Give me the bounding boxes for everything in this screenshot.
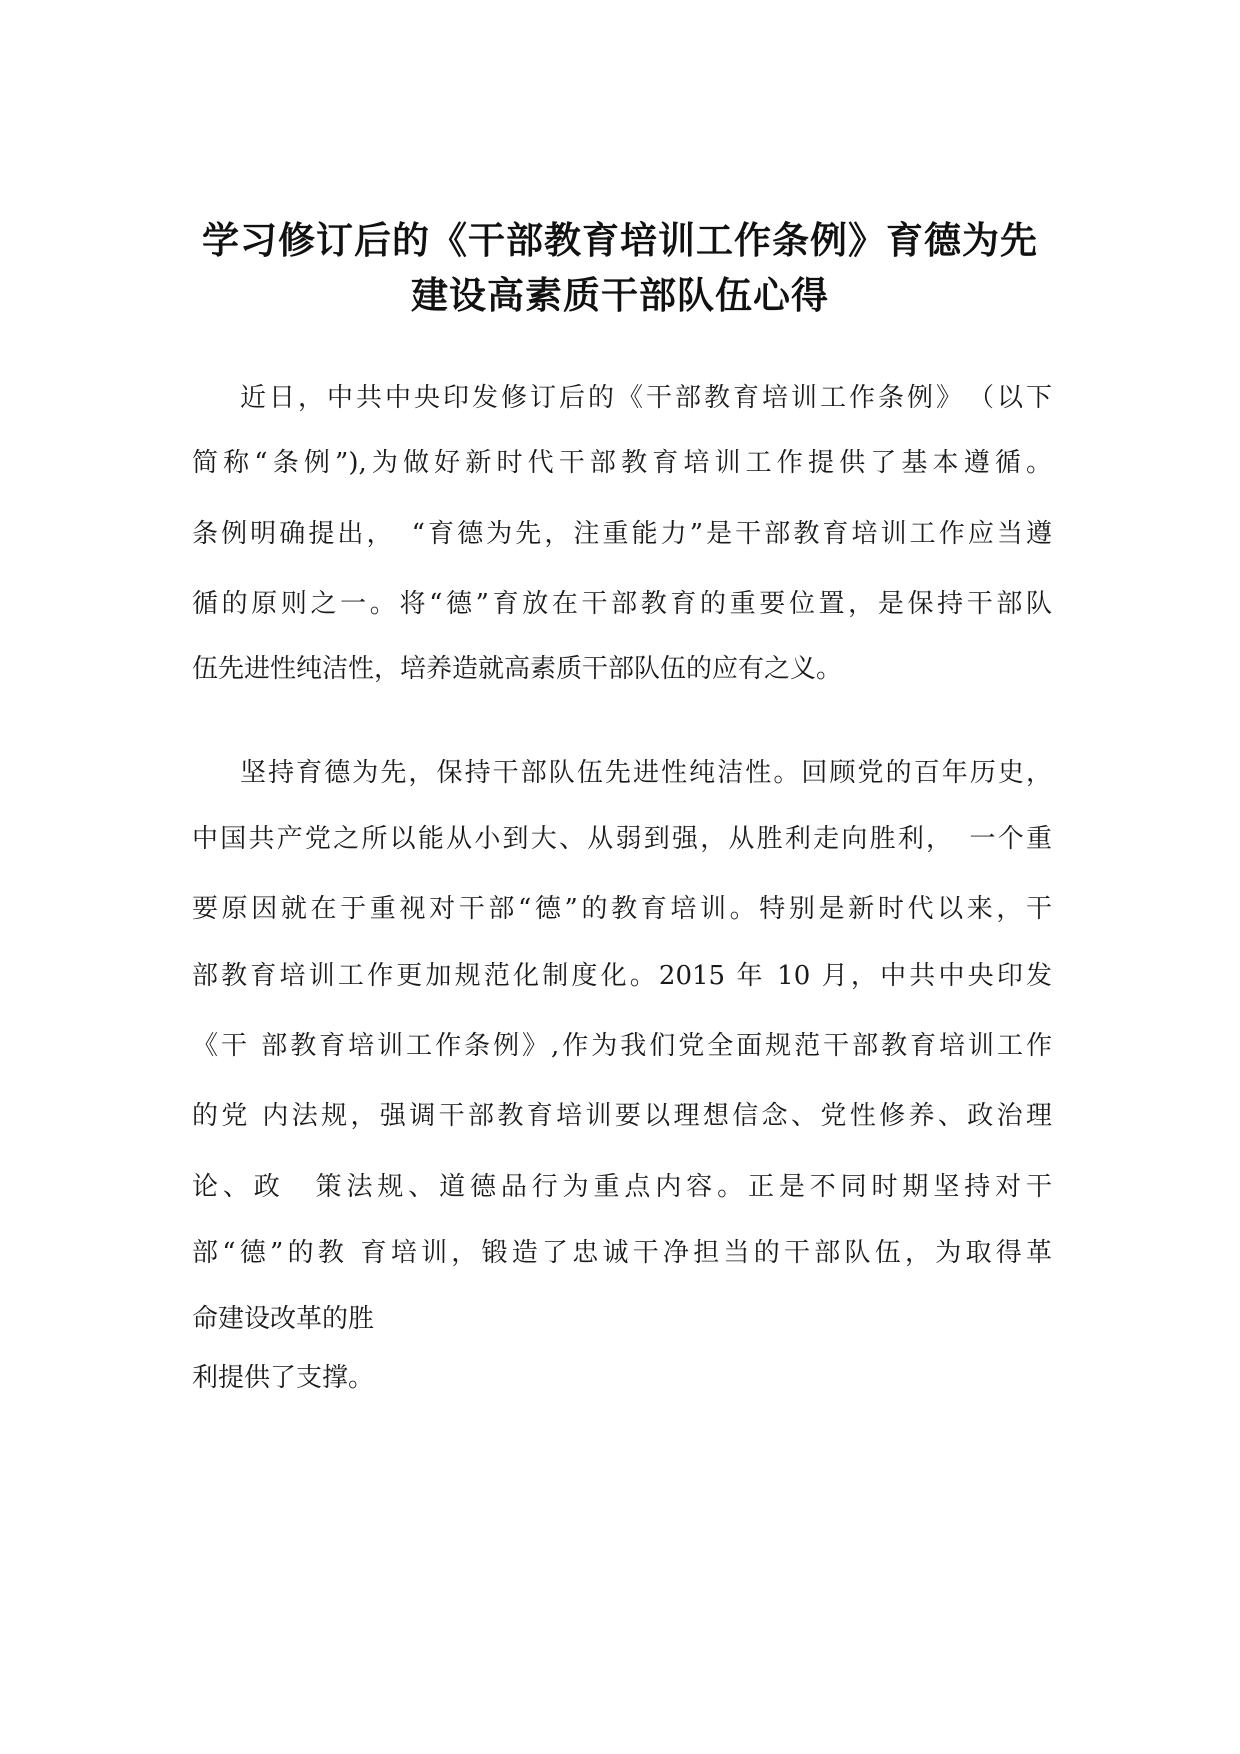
paragraph-2-line-7: 论、政 策法规、道德品行为重点内容。正是不同时期坚持对干 (192, 1172, 1052, 1202)
paragraph-2-line-10: 利提供了支撑。 (192, 1363, 375, 1393)
paragraph-1-line-1: 近日，中共中央印发修订后的《干部教育培训工作条例》 （以下 (240, 383, 1052, 413)
paragraph-2-line-1: 坚持育德为先，保持干部队伍先进性纯洁性。回顾党的百年历史， (240, 758, 1052, 788)
paragraph-1-line-5: 伍先进性纯洁性，培养造就高素质干部队伍的应有之义。 (192, 654, 843, 684)
document-title-line-2: 建设高素质干部队伍心得 (411, 274, 829, 317)
document-title-line-1: 学习修订后的《干部教育培训工作条例》育德为先 (202, 219, 1038, 262)
paragraph-1-line-3: 条例明确提出， “育德为先，注重能力”是干部教育培训工作应当遵 (192, 519, 1052, 549)
paragraph-2-line-2: 中国共产党之所以能从小到大、从弱到强，从胜利走向胜利， 一个重 (192, 824, 1052, 854)
paragraph-2-line-3: 要原因就在于重视对干部“德”的教育培训。特别是新时代以来，干 (192, 894, 1052, 924)
paragraph-2-line-5: 《干 部教育培训工作条例》,作为我们党全面规范干部教育培训工作 (192, 1031, 1052, 1061)
paragraph-2-line-4: 部教育培训工作更加规范化制度化。2015 年 10 月，中共中央印发 (192, 961, 1052, 991)
paragraph-1-line-2: 简称“条例”),为做好新时代干部教育培训工作提供了基本遵循。 (192, 448, 1052, 478)
paragraph-2-line-8: 部“德”的教 育培训，锻造了忠诚干净担当的干部队伍，为取得革 (192, 1238, 1052, 1268)
paragraph-2-line-6: 的党 内法规，强调干部教育培训要以理想信念、党性修养、政治理 (192, 1101, 1052, 1131)
paragraph-2-line-9: 命建设改革的胜 (192, 1304, 375, 1334)
paragraph-1-line-4: 循的原则之一。将“德”育放在干部教育的重要位置，是保持干部队 (192, 589, 1052, 619)
